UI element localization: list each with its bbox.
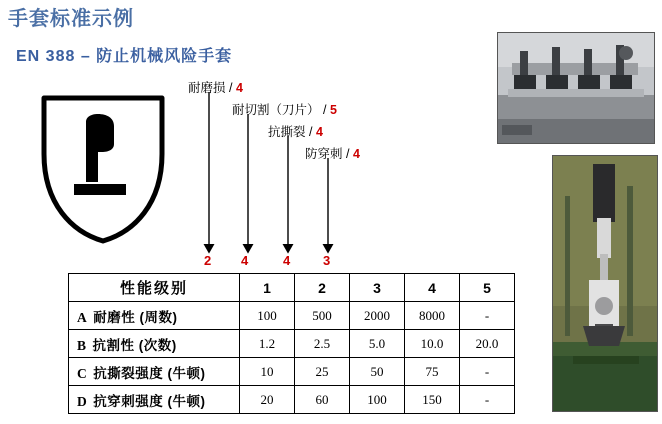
cell-cut-5: 20.0	[460, 330, 515, 358]
standard-subtitle: EN 388 – 防止机械风险手套	[16, 48, 233, 65]
rating-value-tear: 4	[283, 253, 291, 268]
table-row	[69, 358, 515, 386]
callout-abrasion-value: 4	[235, 81, 243, 95]
callout-tear-value: 4	[315, 125, 323, 139]
cell-puncture-4: 150	[405, 386, 460, 414]
callout-puncture-value: 4	[352, 147, 360, 161]
cell-cut-4: 10.0	[405, 330, 460, 358]
row-text-cut: 抗割性 (次数)	[92, 337, 177, 353]
row-key-d: D	[77, 393, 88, 409]
performance-level-table	[68, 273, 515, 414]
table-header-performance-level: 性能级别	[69, 274, 240, 302]
table-header-level-3: 3	[350, 274, 405, 302]
row-label-abrasion	[69, 302, 240, 330]
cell-puncture-2: 60	[295, 386, 350, 414]
cell-puncture-1: 20	[240, 386, 295, 414]
cell-puncture-5: -	[460, 386, 515, 414]
table-header-level-5: 5	[460, 274, 515, 302]
shield-icon	[38, 92, 168, 247]
rating-value-cut: 4	[241, 253, 249, 268]
table-header-level-4: 4	[405, 274, 460, 302]
callout-cut-sep: /	[323, 103, 327, 117]
cell-tear-3: 50	[350, 358, 405, 386]
cell-cut-3: 5.0	[350, 330, 405, 358]
row-key-a: A	[77, 309, 88, 325]
table-header-level-2: 2	[295, 274, 350, 302]
callout-tear-label: 抗撕裂	[268, 125, 306, 139]
table-row	[69, 386, 515, 414]
cell-tear-1: 10	[240, 358, 295, 386]
row-label-cut	[69, 330, 240, 358]
rating-value-puncture: 3	[323, 253, 331, 268]
callout-puncture-label: 防穿刺	[305, 147, 343, 161]
cell-puncture-3: 100	[350, 386, 405, 414]
cell-abrasion-3: 2000	[350, 302, 405, 330]
row-label-tear	[69, 358, 240, 386]
callout-cut-label: 耐切割（刀片）	[232, 103, 320, 117]
callout-cut	[232, 100, 337, 118]
cell-cut-2: 2.5	[295, 330, 350, 358]
abrasion-test-machine-photo	[497, 32, 655, 144]
row-text-puncture: 抗穿刺强度 (牛顿)	[93, 393, 206, 409]
cell-tear-4: 75	[405, 358, 460, 386]
row-key-b: B	[77, 337, 87, 353]
cell-abrasion-1: 100	[240, 302, 295, 330]
callout-puncture	[305, 144, 360, 162]
table-row	[69, 330, 515, 358]
cell-tear-5: -	[460, 358, 515, 386]
puncture-test-rig-photo	[552, 155, 658, 412]
callout-abrasion-sep: /	[229, 81, 233, 95]
cell-abrasion-5: -	[460, 302, 515, 330]
row-text-tear: 抗撕裂强度 (牛顿)	[93, 365, 206, 381]
cell-tear-2: 25	[295, 358, 350, 386]
callout-abrasion-label: 耐磨损	[188, 81, 226, 95]
table-row	[69, 302, 515, 330]
cell-abrasion-2: 500	[295, 302, 350, 330]
callout-abrasion	[188, 78, 243, 96]
callout-tear	[268, 122, 323, 140]
row-key-c: C	[77, 365, 88, 381]
callout-cut-value: 5	[329, 103, 337, 117]
table-header-level-1: 1	[240, 274, 295, 302]
cell-cut-1: 1.2	[240, 330, 295, 358]
page-title: 手套标准示例	[8, 8, 134, 30]
row-label-puncture	[69, 386, 240, 414]
callout-puncture-sep: /	[346, 147, 350, 161]
callout-tear-sep: /	[309, 125, 313, 139]
rating-value-abrasion: 2	[204, 253, 212, 268]
row-text-abrasion: 耐磨性 (周数)	[93, 309, 178, 325]
cell-abrasion-4: 8000	[405, 302, 460, 330]
shield-pictogram	[38, 92, 168, 247]
table-header-row	[69, 274, 515, 302]
